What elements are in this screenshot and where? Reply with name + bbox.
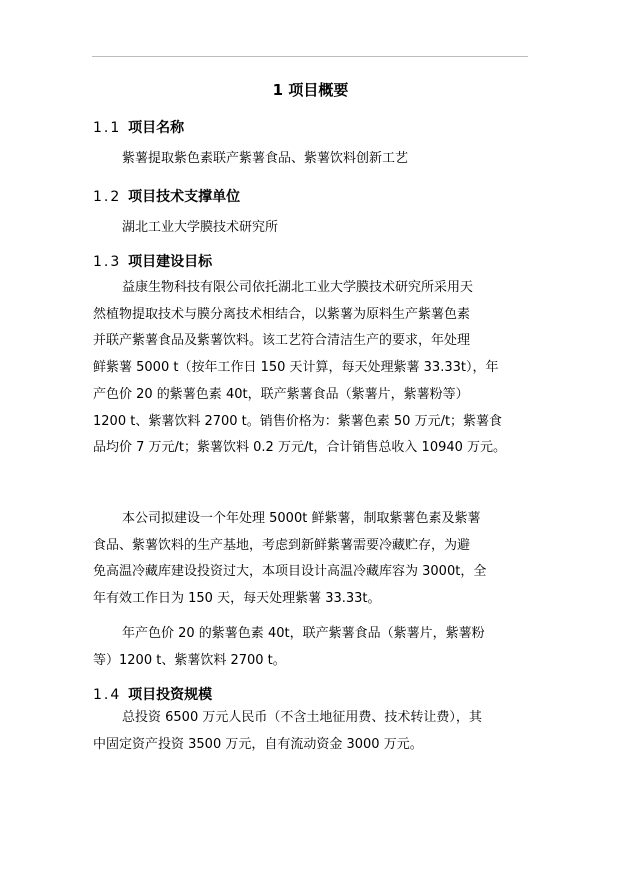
text-line: 年有效工作日为 150 天，每天处理紫薯 33.33t。: [93, 591, 381, 607]
text-line: 益康生物科技有限公司依托湖北工业大学膜技术研究所采用天: [122, 280, 474, 295]
project-name-text: 紫薯提取紫色素联产紫薯食品、紫薯饮料创新工艺: [122, 151, 409, 166]
text-line: 并联产紫薯食品及紫薯饮料。该工艺符合清洁生产的要求，年处理: [93, 333, 471, 349]
section-title: 项目技术支撑单位: [128, 189, 241, 205]
section-number: 1.1: [93, 120, 122, 136]
section-number: 1.2: [93, 189, 122, 205]
text-line: 1200 t、紫薯饮料 2700 t。销售价格为：紫薯色素 50 万元/t；紫薯食: [93, 413, 503, 429]
section-number: 1.4: [93, 687, 122, 703]
section-number: 1.3: [93, 254, 122, 270]
text-line: 免高温冷藏库建设投资过大，本项目设计高温冷藏库容为 3000t，全: [93, 564, 487, 580]
section-title: 项目名称: [128, 120, 185, 136]
header-rule: [92, 56, 528, 57]
section-heading-1-4: [93, 684, 212, 704]
section-heading-1-3: [93, 251, 212, 271]
text-line: 产色价 20 的紫薯色素 40t，联产紫薯食品（紫薯片，紫薯粉等）: [93, 386, 469, 402]
goal-paragraph-3: [93, 621, 533, 674]
text-line: 然植物提取技术与膜分离技术相结合，以紫薯为原料生产紫薯色素: [93, 306, 471, 322]
section-title: 项目投资规模: [128, 687, 213, 703]
text-line: 总投资 6500 万元人民币（不含土地征用费、技术转让费），其: [122, 710, 482, 725]
text-line: 本公司拟建设一个年处理 5000t 鲜紫薯，制取紫薯色素及紫薯: [122, 511, 481, 526]
section-title: 项目建设目标: [128, 254, 213, 270]
text-line: 食品、紫薯饮料的生产基地，考虑到新鲜紫薯需要冷藏贮存，为避: [93, 537, 471, 553]
goal-paragraph-1: [93, 275, 533, 462]
text-line: 鲜紫薯 5000 t（按年工作日 150 天计算，每天处理紫薯 33.33t），年: [93, 360, 499, 376]
text-line: 品均价 7 万元/t；紫薯饮料 0.2 万元/t，合计销售总收入 10940 万元。: [93, 440, 507, 456]
support-unit-text: 湖北工业大学膜技术研究所: [122, 220, 279, 235]
page-title: 1 项目概要: [272, 81, 349, 99]
section-heading-1-2: [93, 186, 240, 206]
text-line: 等）1200 t、紫薯饮料 2700 t。: [93, 652, 286, 668]
goal-paragraph-2: [93, 506, 533, 613]
section-heading-1-1: [93, 117, 184, 137]
investment-paragraph: [93, 705, 533, 758]
text-line: 年产色价 20 的紫薯色素 40t，联产紫薯食品（紫薯片，紫薯粉: [122, 626, 485, 641]
text-line: 中固定资产投资 3500 万元，自有流动资金 3000 万元。: [93, 736, 423, 752]
